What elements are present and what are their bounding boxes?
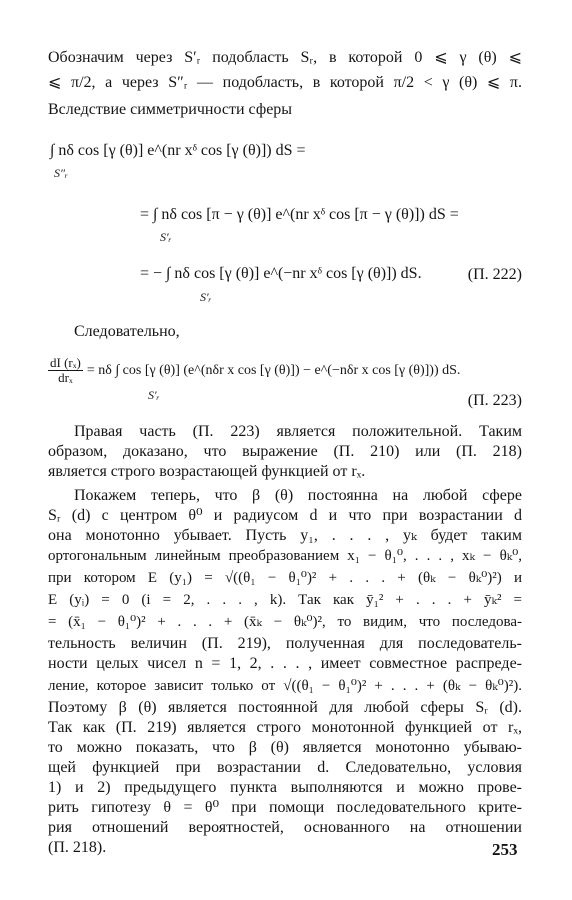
equation-rhs: = nδ ∫ cos [γ (θ)] (e^(nδr x cos [γ (θ)]) − e^(−nδr x cos [γ (θ)])) dS. xyxy=(86,363,461,379)
text-line: Правая часть (П. 223) является положительной. Таким xyxy=(74,423,522,440)
equation-number: (П. 223) xyxy=(467,392,522,409)
equation-row: = − ∫ nδ cos [γ (θ)] e^(−nr xᵟ cos [γ (θ)]) dS. xyxy=(140,265,422,282)
text-line: Sᵣ (d) с центром θ⁰ и радиусом d и что при возрастании d xyxy=(48,507,522,524)
equation-row: = ∫ nδ cos [π − γ (θ)] e^(nr xᵟ cos [π − γ (θ)]) dS = xyxy=(140,206,459,223)
fraction-denominator: drₓ xyxy=(58,370,73,385)
integral-subscript: S″ᵣ xyxy=(54,166,68,180)
equation-number: (П. 222) xyxy=(467,266,522,283)
text-line: является строго возрастающей функцией от rₓ. xyxy=(48,463,366,480)
text-line: ортогональным линейным преобразованием x₁ − θ₁⁰, . . . , xₖ − θₖ⁰, xyxy=(48,548,522,564)
equation-223 xyxy=(48,356,460,385)
text-line: тельность величин (П. 219), полученная для последователь- xyxy=(48,635,522,652)
integral-subscript: S′ᵣ xyxy=(148,388,160,402)
equation-row: ∫ nδ cos [γ (θ)] e^(nr xᵟ cos [γ (θ)]) dS = xyxy=(50,142,306,159)
page-number: 253 xyxy=(492,840,518,859)
text-line: E (yᵢ) = 0 (i = 2, . . . , k). Так как ȳ₁² + . . . + ȳₖ² = xyxy=(48,592,522,608)
derivative-fraction xyxy=(48,356,83,385)
text-line: ности целых чисел n = 1, 2, . . . , имеет совместное распреде- xyxy=(48,655,522,672)
text-line: Вследствие симметричности сферы xyxy=(48,101,293,118)
text-line: то можно показать, что β (θ) является монотонно убываю- xyxy=(48,739,522,756)
text-line: Следовательно, xyxy=(74,323,180,340)
text-line: Покажем теперь, что β (θ) постоянна на любой сфере xyxy=(74,487,522,504)
text-line: Поэтому β (θ) является постоянной для любой сферы Sᵣ (d). xyxy=(48,699,522,716)
text-line: щей функцией при возрастании d. Следовательно, условия xyxy=(48,759,522,776)
text-line: при котором E (y₁) = √((θ₁ − θ₁⁰)² + . . . + (θₖ − θₖ⁰)²) и xyxy=(48,570,522,586)
text-line: образом, доказано, что выражение (П. 210) или (П. 218) xyxy=(48,443,522,460)
text-line: рия отношений вероятностей, основанного на отношении xyxy=(48,819,522,836)
text-line: Так как (П. 219) является строго монотонной функцией от rₓ, xyxy=(48,719,522,736)
text-line: рить гипотезу θ = θ⁰ при помощи последовательного крите- xyxy=(48,799,522,816)
text-line: 1) и 2) предыдущего пункта выполняются и можно прове- xyxy=(48,779,522,796)
text-line: (П. 218). xyxy=(48,839,107,856)
integral-subscript: S′ᵣ xyxy=(160,230,172,244)
text-line: ление, которое зависит только от √((θ₁ − θ₁⁰)² + . . . + (θₖ − θₖ⁰)²). xyxy=(48,678,522,694)
integral-subscript: S′ᵣ xyxy=(200,290,212,304)
fraction-numerator: dI (rₓ) xyxy=(50,355,81,370)
text-line: ⩽ π/2, а через S″ᵣ — подобласть, в которой π/2 < γ (θ) ⩽ π. xyxy=(48,74,522,91)
text-line: она монотонно убывает. Пусть y₁, . . . , yₖ будет таким xyxy=(48,527,522,544)
text-line: = (x̄₁ − θ₁⁰)² + . . . + (x̄ₖ − θₖ⁰)², то видим, что последова- xyxy=(48,614,522,630)
text-line: Обозначим через S′ᵣ подобласть Sᵣ, в которой 0 ⩽ γ (θ) ⩽ xyxy=(48,49,522,66)
